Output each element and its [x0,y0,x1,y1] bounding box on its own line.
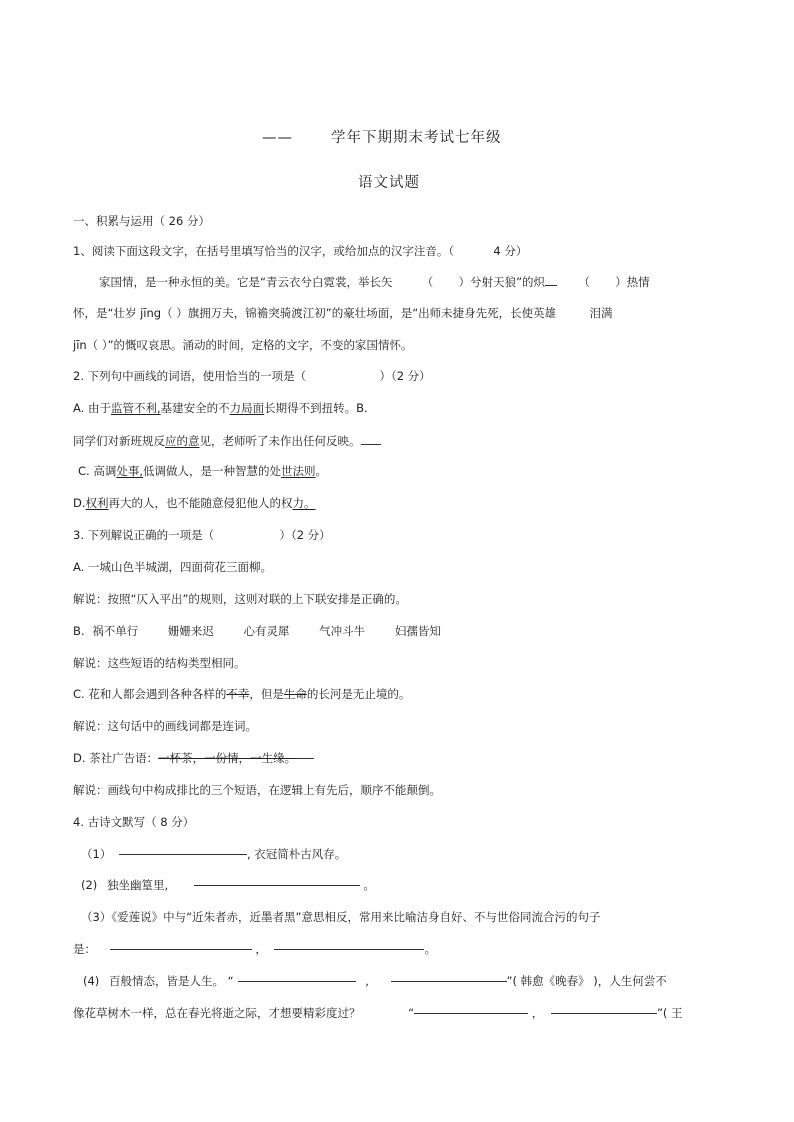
q3-d-pre: D. 茶社广告语： [73,751,159,765]
q4-i3-line2-pre: 是： [73,942,96,956]
q1-p1-e: ）热情 [615,275,650,289]
q4-i3-comma: ， [255,942,267,956]
q1-stem [73,243,527,259]
q4-item-2 [81,877,375,893]
q4-stem: 4. 古诗文默写（ 8 分） [73,815,195,829]
q3-option-a-explanation: 解说：按照“仄入平出”的规则，这则对联的上下联安排是正确的。 [73,592,407,606]
q1-p1-d: （ [578,275,590,289]
q2-option-c [78,463,327,479]
q3-b-label: B. [73,624,85,638]
q4-i1-blank[interactable] [119,854,247,855]
q4-i2-num: (2) [81,878,98,892]
q1-passage-line2 [73,305,612,321]
q2-b-underlined: 应的意 [165,434,200,448]
q4-i3-blank-2[interactable] [274,949,424,950]
exam-title: 学年下期期末考试七年级 [331,130,502,146]
q4-i4-comma2: ， [531,1006,544,1020]
q3-c-pre: C. 花和人都会遇到各种各样的 [73,687,227,701]
q3-stem [73,527,331,543]
q1-passage-line1 [99,273,650,290]
q3-d-marked: 一杯茶，一份情，一生缘。 [158,751,297,765]
q4-item-3 [81,909,601,925]
header-year-dash: —— [262,130,293,146]
q2-stem-a: 2. 下列句中画线的词语，使用恰当的一项是（ [73,369,307,383]
q1-p2-a: 怀，是“壮岁 jīng（ ）旗拥万夫，锦襜突骑渡江初”的豪壮场面，是“出师未捷身先死，长使英雄 [73,306,557,320]
q2-b-post: 见，老师听了未作出任何反映。 [199,434,361,448]
q3-c-marked-1: 不幸 [226,687,250,701]
q4-i4-post: ”( 韩愈《晚春》 )，人生何尝不 [506,974,667,988]
q2-d-underlined-1: 权利 [85,496,109,510]
q1-passage-line3: jīn（ ）”的慨叹哀思。涌动的时间，定格的文字，不变的家国情怀。 [73,338,413,352]
q3-b-item-4: 气冲斗牛 [319,624,366,638]
q2-c-mid: 低调做人，是一种智慧的处 [143,464,281,478]
q1-blank-1[interactable] [545,273,557,286]
q4-i2-post: 。 [363,878,375,892]
q3-option-b [73,623,441,639]
q2-d-underlined-2: 力。 [292,496,316,510]
q4-i2-pre: 独坐幽篁里, [106,878,169,892]
q2-a-mid: 基建安全的不 [160,401,230,415]
q3-d-trailing-line [296,758,314,759]
q3-option-c [73,686,410,702]
q2-stem-b: ）（2 分） [379,369,431,383]
q3-stem-a: 3. 下列解说正确的一项是（ [73,528,215,542]
q3-option-c-explanation: 解说：这句话中的画线词都是连词。 [73,719,257,733]
section-heading: 一、积累与运用（ 26 分） [73,214,210,228]
q2-b-trailing-line [361,432,381,445]
q2-c-pre: C. 高调 [78,464,117,478]
q4-i4-blank-1[interactable] [238,981,356,982]
q2-a-underlined-2: 力局面 [229,401,265,415]
q2-a-post: 长期得不到扭转。B. [264,401,368,415]
q3-stem-b: ）（2 分） [279,528,331,542]
q4-i4-blank-4[interactable] [551,1013,657,1014]
q3-c-mid: ，但是 [249,687,284,701]
exam-subject: 语文试题 [358,175,420,191]
q2-c-underlined-2: 世法则 [281,464,316,478]
q4-i3-text: 《爱莲说》中与“近朱者赤，近墨者黑”意思相反，常用来比喻洁身自好、不与世俗同流合污的句子 [111,910,601,924]
q4-i1-num: （1） [81,847,112,861]
q2-option-d [73,495,316,511]
q4-i4-pre: 百般情态，皆是人生。 “ [108,974,234,988]
q1-p1-a: 家国情，是一种永恒的美。它是“青云衣兮白霓裳，举长矢 [99,275,393,289]
q2-a-underlined-1: 监管不利, [110,401,161,415]
q4-i4-line2-pre: 像花草树木一样，总在春光将逝之际，才想要精彩度过？ [73,1006,361,1020]
q2-a-pre: A. 由于 [73,401,111,415]
q3-b-item-1: 祸不单行 [92,624,139,638]
q4-i4-blank-3[interactable] [414,1013,528,1014]
q4-i4-open: “ [408,1006,415,1020]
q1-score: 4 分） [493,244,528,258]
q2-option-b [73,432,381,449]
q4-i4-num: (4) [83,974,100,988]
q3-option-a: A. 一城山色半城湖，四面荷花三面柳。 [73,560,272,574]
q3-option-d-explanation: 解说：画线句中构成排比的三个短语，在逻辑上有先后，顺序不能颠倒。 [73,783,441,797]
q2-d-mid: 再大的人，也不能随意侵犯他人的权 [108,496,293,510]
q4-i4-blank-2[interactable] [391,981,507,982]
q1-p1-b: （ [421,275,434,289]
q2-c-underlined-1: 处事, [116,464,143,478]
q4-i1-post: , 衣冠简朴古风存。 [246,847,347,861]
q4-i3-blank-1[interactable] [110,949,252,950]
q4-item-4 [83,973,667,989]
q4-i4-comma: , [365,974,369,988]
q2-stem [73,368,431,384]
q3-option-b-explanation: 解说：这些短语的结构类型相同。 [73,656,246,670]
q4-i3-end: 。 [424,942,436,956]
q3-option-d [73,750,314,766]
q4-i3-num: （3） [81,910,112,924]
q4-i2-blank[interactable] [194,885,360,886]
q3-b-item-5: 妇孺皆知 [394,624,441,638]
q1-p1-c: ）兮射天狼”的炽 [458,275,546,289]
q1-stem-text: 1、阅读下面这段文字，在括号里填写恰当的汉字，或给加点的汉字注音。（ [73,244,455,258]
q1-p2-b: 泪满 [589,306,613,320]
q2-c-post: 。 [315,464,327,478]
q4-item-1 [81,846,346,862]
q2-b-line: 同学们对新班规反 [73,434,165,448]
q3-c-marked-2: 生命 [283,687,307,701]
q3-b-item-3: 心有灵犀 [243,624,290,638]
q3-c-post: 的长河是无止境的。 [306,687,411,701]
q3-b-item-2: 姗姗来迟 [167,624,214,638]
q4-i4-close: ”( 王 [656,1006,683,1020]
q4-item-4-line2 [73,1005,683,1021]
q2-d-pre: D. [73,496,86,510]
q2-option-a [73,400,368,416]
q4-item-3-line2 [73,941,436,957]
